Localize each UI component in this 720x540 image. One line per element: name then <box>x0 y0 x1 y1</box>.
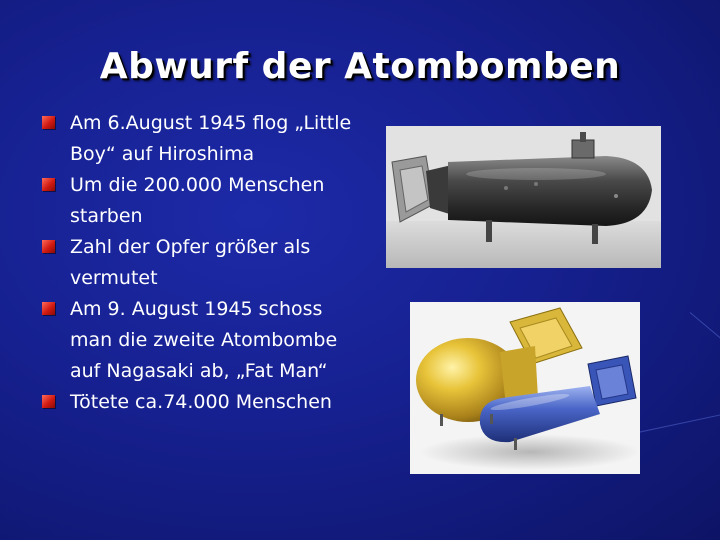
red-square-bullet-icon <box>42 240 55 253</box>
bomb-models-illustration <box>410 302 640 474</box>
bullet-item <box>42 294 362 387</box>
slide-title: Abwurf der Atombomben <box>99 46 621 87</box>
bullet-text: Tötete ca.74.000 Menschen <box>70 391 332 413</box>
bullet-item <box>42 108 362 170</box>
bullet-text: Um die 200.000 Menschen starben <box>70 174 325 227</box>
red-square-bullet-icon <box>42 178 55 191</box>
little-boy-bomb-photo <box>386 126 661 268</box>
bullet-item <box>42 232 362 294</box>
bullet-item <box>42 170 362 232</box>
red-square-bullet-icon <box>42 116 55 129</box>
little-boy-bomb-illustration <box>386 126 661 268</box>
red-square-bullet-icon <box>42 302 55 315</box>
fat-man-little-boy-models-photo <box>410 302 640 474</box>
bullet-text: Zahl der Opfer größer als vermutet <box>70 236 311 289</box>
bullet-item <box>42 387 362 418</box>
background-streak <box>690 312 720 351</box>
bullet-list <box>42 108 362 418</box>
bullet-text: Am 6.August 1945 flog „Little Boy“ auf Hiroshima <box>70 112 352 165</box>
bullet-text: Am 9. August 1945 schoss man die zweite Atombombe auf Nagasaki ab, „Fat Man“ <box>70 298 338 382</box>
red-square-bullet-icon <box>42 395 55 408</box>
